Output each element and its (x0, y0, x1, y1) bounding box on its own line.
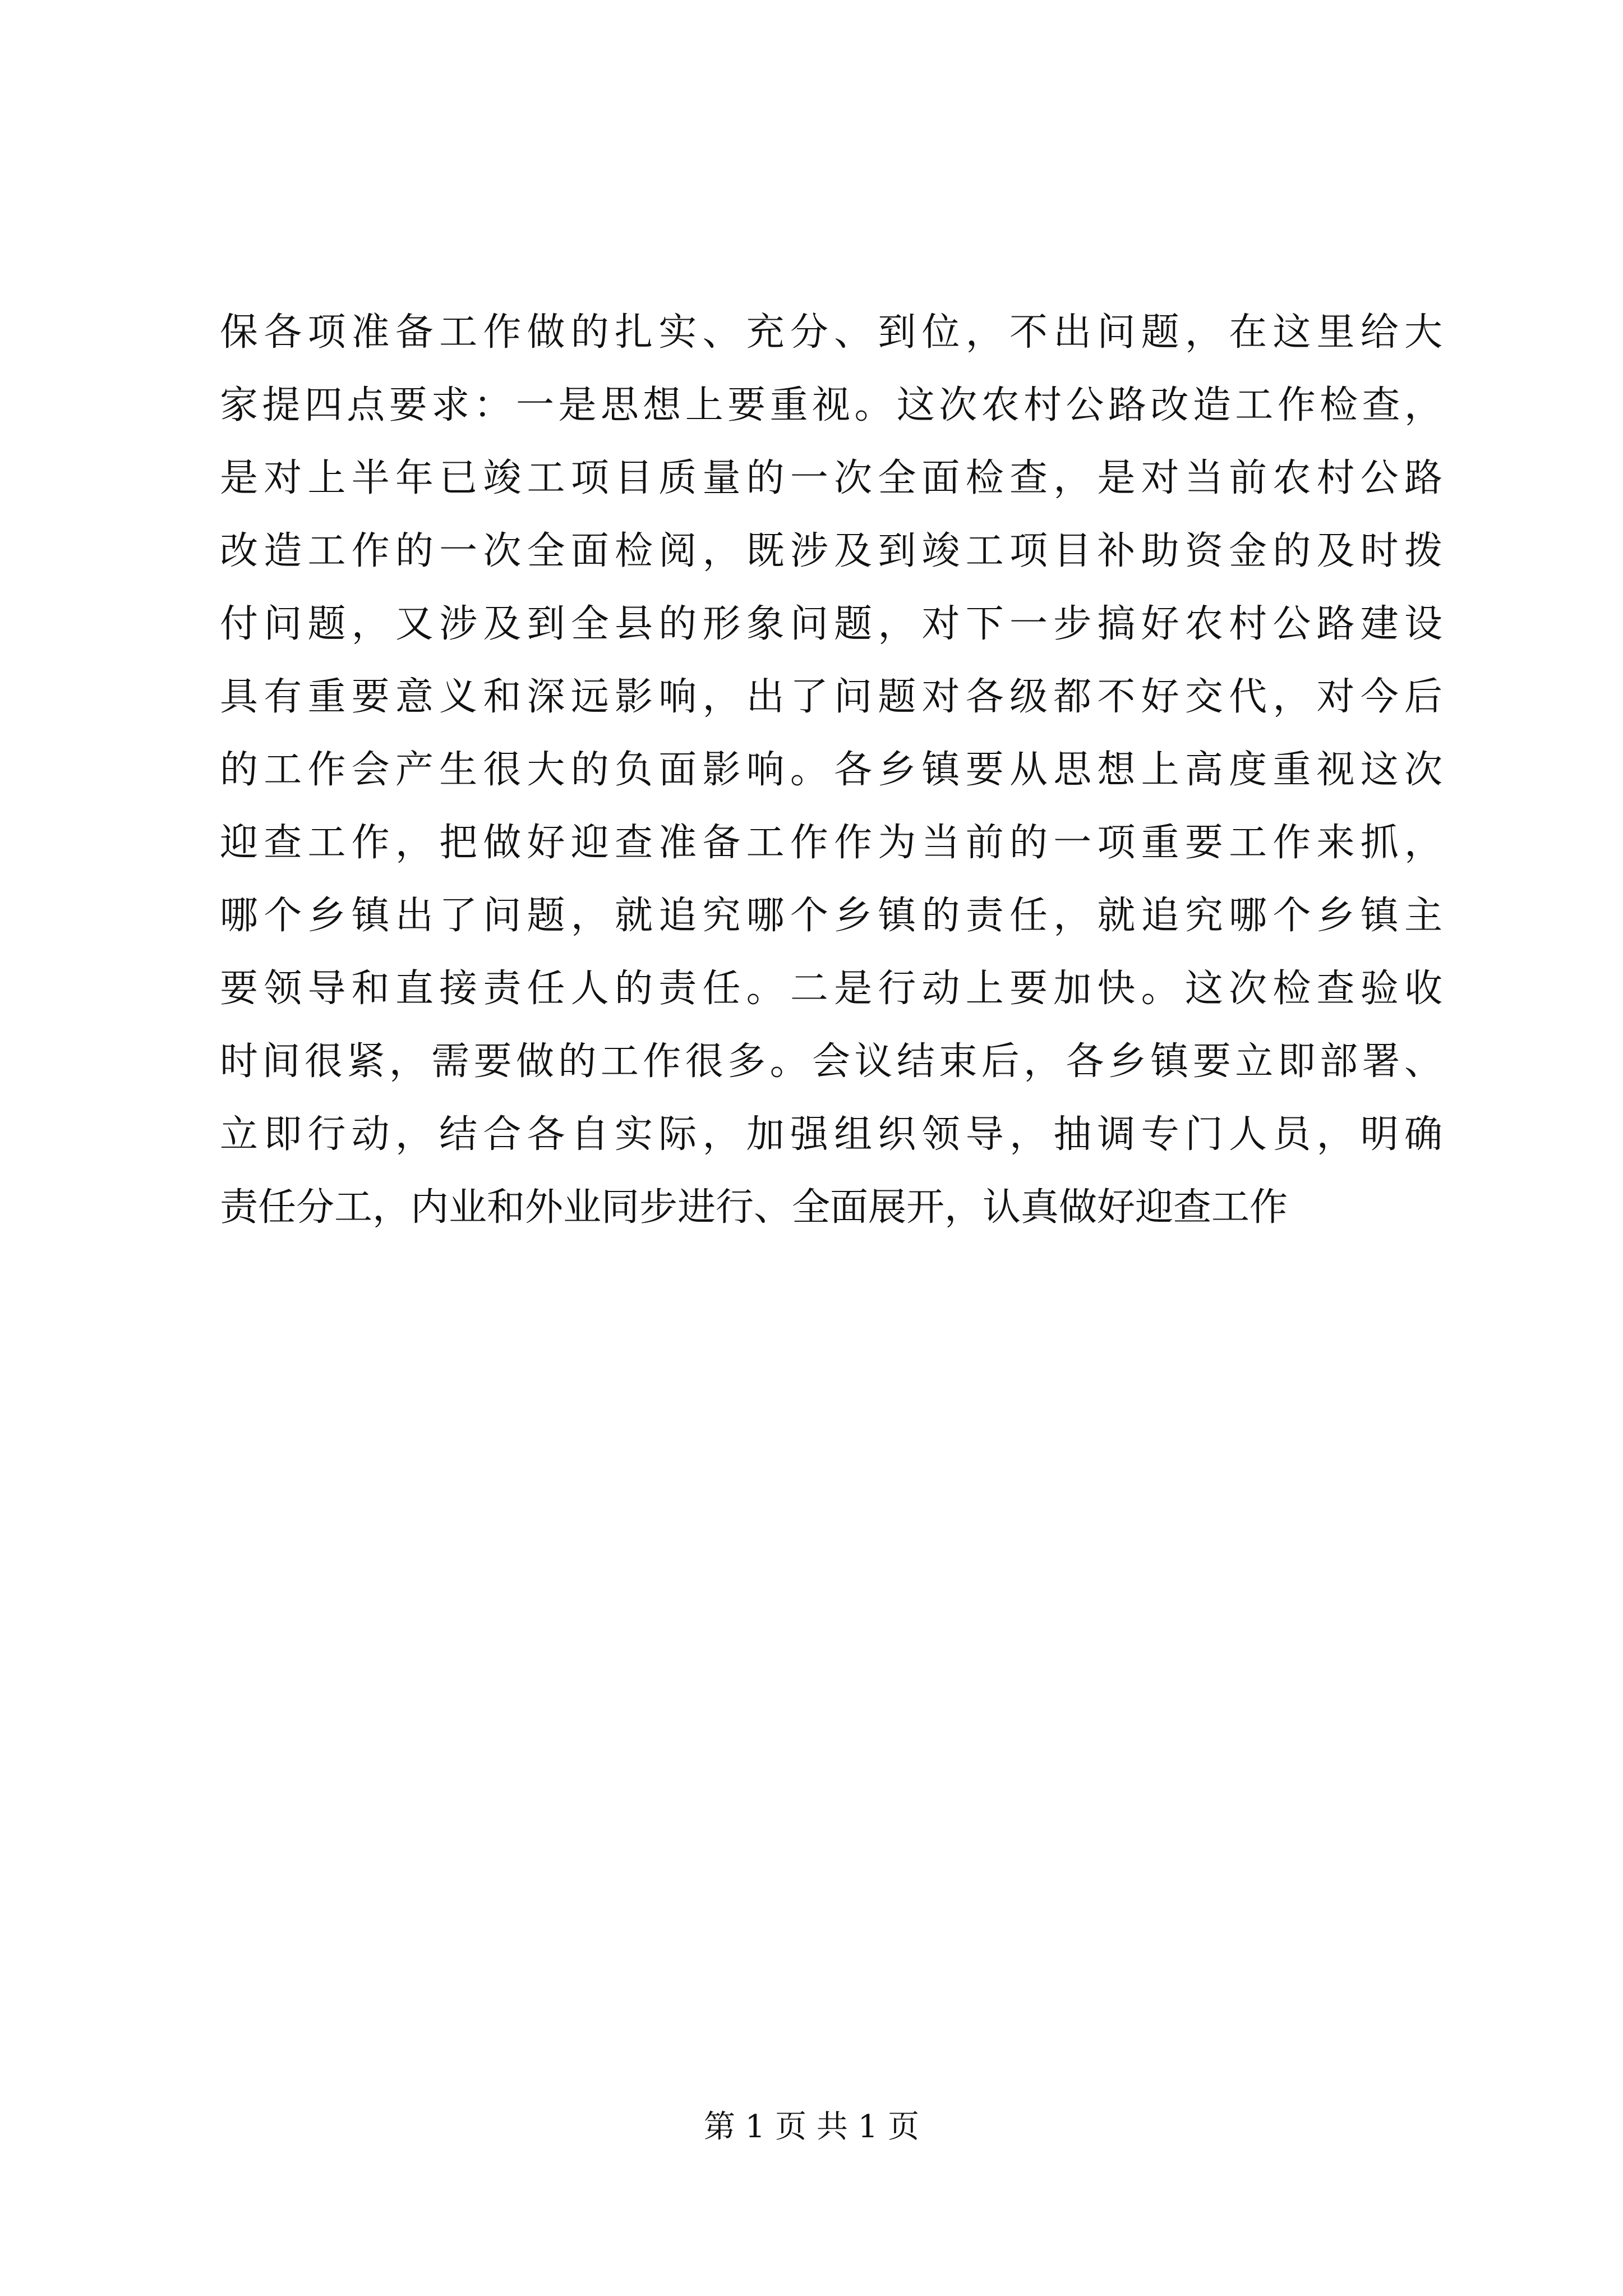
text-line: 家提四点要求：一是思想上要重视。这次农村公路改造工作检查， (220, 383, 1442, 427)
text-line: 改造工作的一次全面检阅，既涉及到竣工项目补助资金的及时拨 (220, 529, 1442, 573)
text-line: 哪个乡镇出了问题，就追究哪个乡镇的责任，就追究哪个乡镇主 (220, 894, 1442, 938)
text-line: 具有重要意义和深远影响，出了问题对各级都不好交代，对今后 (220, 675, 1442, 719)
text-line: 立即行动，结合各自实际，加强组织领导，抽调专门人员，明确 (220, 1112, 1442, 1157)
text-line: 责任分工，内业和外业同步进行、全面展开，认真做好迎查工作 (220, 1185, 1288, 1230)
text-line: 要领导和直接责任人的责任。二是行动上要加快。这次检查验收 (220, 967, 1442, 1011)
text-line: 的工作会产生很大的负面影响。各乡镇要从思想上高度重视这次 (220, 748, 1442, 792)
text-line: 迎查工作，把做好迎查准备工作作为当前的一项重要工作来抓， (220, 821, 1442, 865)
text-line: 是对上半年已竣工项目质量的一次全面检查，是对当前农村公路 (220, 456, 1442, 500)
text-line: 时间很紧，需要做的工作很多。会议结束后，各乡镇要立即部署、 (220, 1039, 1442, 1084)
page-number-footer: 第 1 页 共 1 页 (703, 2109, 920, 2145)
text-line: 保各项准备工作做的扎实、充分、到位，不出问题，在这里给大 (220, 310, 1442, 355)
body-paragraph (220, 296, 1442, 1244)
text-line: 付问题，又涉及到全县的形象问题，对下一步搞好农村公路建设 (220, 602, 1442, 646)
